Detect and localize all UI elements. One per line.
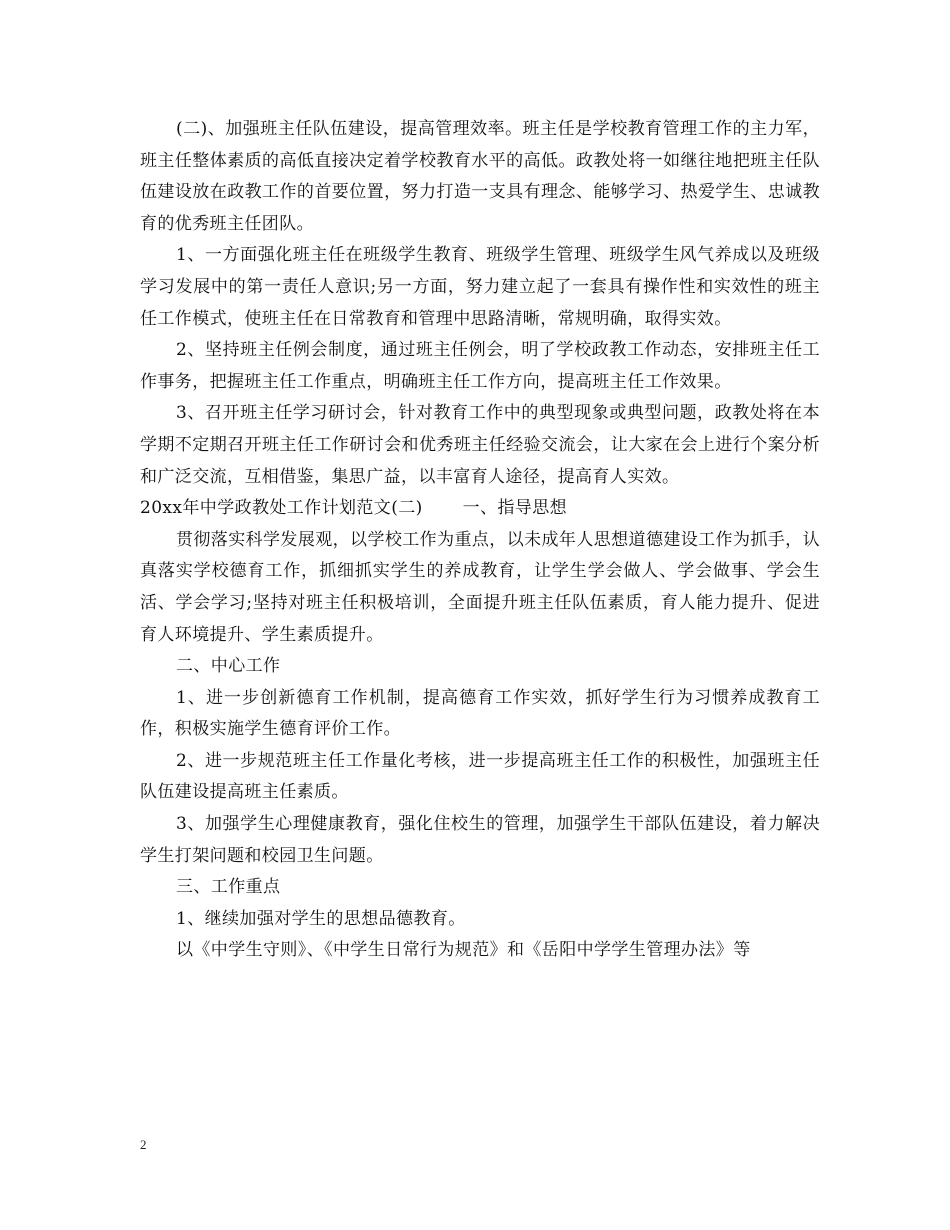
paragraph-focus-continued: 以《中学生守则》、《中学生日常行为规范》和《岳阳中学学生管理办法》等 bbox=[176, 940, 751, 961]
paragraph-focus-1: 1、继续加强对学生的思想品德教育。 bbox=[176, 908, 466, 929]
paragraph-guiding-ideology: 贯彻落实科学发展观，以学校工作为重点，以未成年人思想道德建设工作为抓手，认真落实学校德育工作，抓细抓实学生的养成教育，让学生学会做人、学会做事、学会生活、学会学习;坚持对班主任积极培训，全面提升班主任队伍素质，育人能力提升、促进育人环境提升、学生素质提升。 bbox=[140, 529, 820, 645]
paragraph-item-1-responsibility: 1、一方面强化班主任在班级学生教育、班级学生管理、班级学生风气养成以及班级学习发展中的第一责任人意识;另一方面，努力建立起了一套具有操作性和实效性的班主任工作模式，使班主任在日常教育和管理中思路清晰，常规明确，取得实效。 bbox=[140, 245, 820, 329]
section-heading-central-work: 二、中心工作 bbox=[176, 656, 281, 677]
paragraph-central-1: 1、进一步创新德育工作机制，提高德育工作实效，抓好学生行为习惯养成教育工作，积极实施学生德育评价工作。 bbox=[140, 687, 820, 740]
paragraph-central-3: 3、加强学生心理健康教育，强化住校生的管理，加强学生干部队伍建设，着力解决学生打架问题和校园卫生问题。 bbox=[140, 814, 820, 866]
document-body bbox=[140, 114, 820, 967]
heading-line bbox=[140, 493, 820, 525]
paragraph-item-2-meetings: 2、坚持班主任例会制度，通过班主任例会，明了学校政教工作动态，安排班主任工作事务，把握班主任工作重点，明确班主任工作方向，提高班主任工作效果。 bbox=[140, 340, 820, 392]
paragraph-central-2: 2、进一步规范班主任工作量化考核，进一步提高班主任工作的积极性，加强班主任队伍建设提高班主任素质。 bbox=[140, 750, 820, 803]
section-heading-guiding-ideology: 一、指导思想 bbox=[462, 498, 568, 519]
paragraph-class-teacher-team: (二)、加强班主任队伍建设，提高管理效率。班主任是学校教育管理工作的主力军，班主任整体素质的高低直接决定着学校教育水平的高低。政教处将一如继往地把班主任队伍建设放在政教工作的首要位置，努力打造一支具有理念、能够学习、热爱学生、忠诚教育的优秀班主任团队。 bbox=[140, 119, 820, 234]
paragraph-item-3-seminars: 3、召开班主任学习研讨会，针对教育工作中的典型现象或典型问题，政教处将在本学期不定期召开班主任工作研讨会和优秀班主任经验交流会，让大家在会上进行个案分析和广泛交流，互相借鉴，集思广益，以丰富育人途径，提高育人实效。 bbox=[140, 403, 820, 487]
section-heading-work-focus: 三、工作重点 bbox=[176, 877, 281, 898]
document-title: 20xx年中学政教处工作计划范文(二) bbox=[140, 498, 423, 519]
page-number: 2 bbox=[140, 1137, 147, 1152]
